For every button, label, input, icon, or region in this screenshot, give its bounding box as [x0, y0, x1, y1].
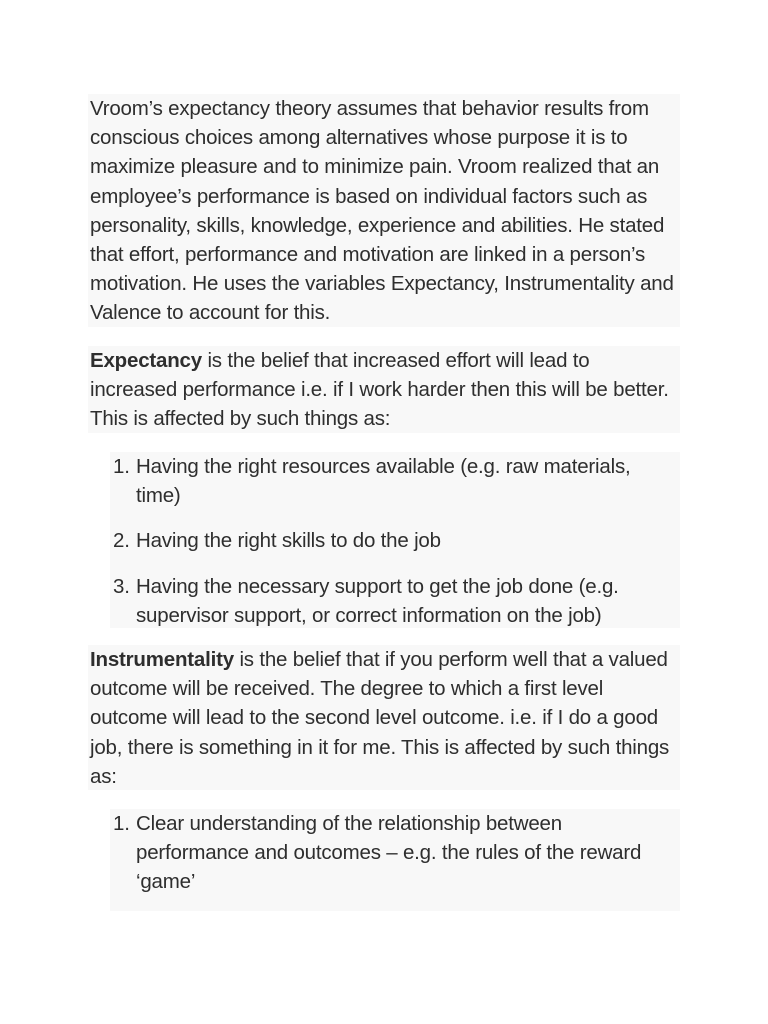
- list-item: [110, 526, 680, 555]
- instrumentality-list: [110, 809, 680, 911]
- expectancy-paragraph: [88, 346, 680, 434]
- intro-paragraph: Vroom’s expectancy theory assumes that behavior results from conscious choices among alternatives whose purpose it is to maximize pleasure and to minimize pain. Vroom realized that an employee’s performance is based on individual factors such as personality, skills, knowledge, experience and abilities. He stated that effort, performance and motivation are linked in a person’s motivation. He uses the variables Expectancy, Instrumentality and Valence to account for this.: [90, 97, 674, 325]
- list-item: [110, 452, 680, 510]
- list-item-text: Clear understanding of the relationship between performance and outcomes – e.g. the rules of the reward ‘game’: [136, 812, 642, 894]
- instrumentality-definition: is the belief that if you perform well that a valued outcome will be received. The degree to which a first level outcome will lead to the second level outcome. i.e. if I do a good job, there is something in it for me. This is affected by such things as:: [90, 648, 670, 788]
- list-item-number: 2.: [113, 529, 130, 553]
- instrumentality-block: [88, 645, 680, 790]
- intro-block: [88, 94, 680, 327]
- list-item-number: 1.: [113, 455, 130, 478]
- list-item: [110, 809, 680, 897]
- expectancy-list: [110, 452, 680, 628]
- expectancy-definition: is the belief that increased effort will lead to increased performance i.e. if I work harder then this will be better. This is affected by such things as:: [90, 349, 669, 431]
- list-item-number: 1.: [113, 812, 130, 835]
- list-item: [110, 572, 680, 630]
- list-item-text: Having the necessary support to get the job done (e.g. supervisor support, or correct information on the job): [136, 574, 619, 627]
- instrumentality-paragraph: [88, 645, 680, 791]
- expectancy-term: Expectancy: [90, 349, 202, 372]
- list-item-number: 3.: [113, 574, 130, 598]
- list-item-text: Having the right skills to do the job: [136, 529, 441, 553]
- list-item-text: Having the right resources available (e.g. raw materials, time): [136, 455, 631, 508]
- expectancy-block: [88, 346, 680, 433]
- instrumentality-term: Instrumentality: [90, 648, 234, 671]
